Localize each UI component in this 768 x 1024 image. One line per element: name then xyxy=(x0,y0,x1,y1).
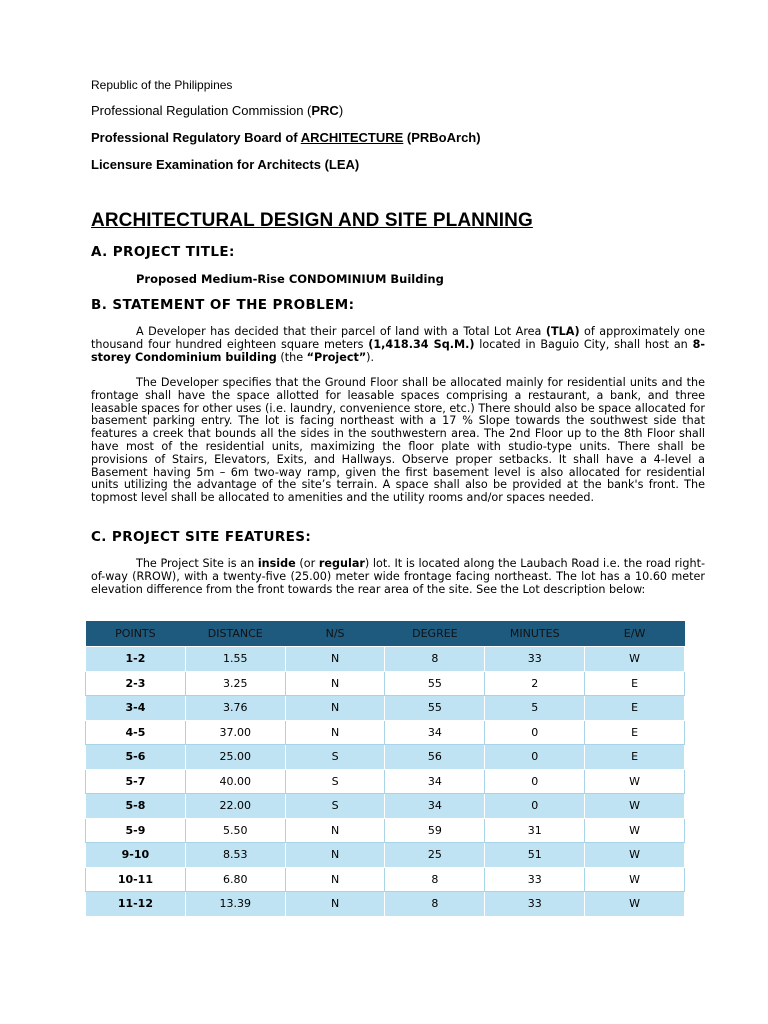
cell-points: 1-2 xyxy=(86,647,186,672)
cell-degree: 8 xyxy=(385,867,485,892)
cell-degree: 25 xyxy=(385,843,485,868)
cell-ns: N xyxy=(285,867,385,892)
table-header-row xyxy=(86,621,685,647)
cell-ew: W xyxy=(585,818,685,843)
cell-points: 5-7 xyxy=(86,769,186,794)
cell-points: 5-9 xyxy=(86,818,186,843)
cell-ew: W xyxy=(585,647,685,672)
table-row xyxy=(86,745,685,770)
cell-points: 10-11 xyxy=(86,867,186,892)
cell-degree: 8 xyxy=(385,647,485,672)
cell-ns: N xyxy=(285,843,385,868)
cell-points: 5-6 xyxy=(86,745,186,770)
cell-minutes: 33 xyxy=(485,867,585,892)
cell-points: 2-3 xyxy=(86,671,186,696)
header-lea: Licensure Examination for Architects (LEA) xyxy=(91,157,360,172)
cell-ew: W xyxy=(585,843,685,868)
table-row xyxy=(86,647,685,672)
header-ns: N/S xyxy=(285,621,385,647)
lot-description-table xyxy=(85,621,685,917)
cell-distance: 6.80 xyxy=(185,867,285,892)
site-paragraph: The Project Site is an inside (or regular) lot. It is located along the Laubach Road i.e. the road right-of-way (RROW), with a twenty-five (25.00) meter wide frontage facing northeast. The lot has a 10.60 meter elevation difference from the front towards the rear area of the site. See the Lot description below: xyxy=(91,557,706,596)
cell-minutes: 33 xyxy=(485,647,585,672)
cell-points: 4-5 xyxy=(86,720,186,745)
cell-degree: 55 xyxy=(385,671,485,696)
cell-distance: 40.00 xyxy=(185,769,285,794)
table-row xyxy=(86,696,685,721)
cell-ew: E xyxy=(585,720,685,745)
cell-ew: W xyxy=(585,892,685,917)
header-points: POINTS xyxy=(86,621,186,647)
cell-distance: 5.50 xyxy=(185,818,285,843)
cell-points: 3-4 xyxy=(86,696,186,721)
cell-ew: W xyxy=(585,794,685,819)
cell-ns: N xyxy=(285,892,385,917)
header-republic: Republic of the Philippines xyxy=(91,78,233,92)
cell-distance: 1.55 xyxy=(185,647,285,672)
cell-ns: N xyxy=(285,720,385,745)
cell-ns: S xyxy=(285,745,385,770)
cell-ew: E xyxy=(585,671,685,696)
cell-minutes: 0 xyxy=(485,745,585,770)
cell-distance: 3.25 xyxy=(185,671,285,696)
cell-ew: W xyxy=(585,867,685,892)
cell-minutes: 0 xyxy=(485,794,585,819)
cell-ns: S xyxy=(285,794,385,819)
cell-distance: 37.00 xyxy=(185,720,285,745)
cell-points: 5-8 xyxy=(86,794,186,819)
cell-ew: W xyxy=(585,769,685,794)
table-row xyxy=(86,794,685,819)
cell-ns: N xyxy=(285,671,385,696)
cell-degree: 55 xyxy=(385,696,485,721)
table-row xyxy=(86,720,685,745)
cell-distance: 22.00 xyxy=(185,794,285,819)
table-row xyxy=(86,671,685,696)
cell-minutes: 5 xyxy=(485,696,585,721)
header-prc: Professional Regulation Commission (PRC) xyxy=(91,103,344,118)
table-row xyxy=(86,843,685,868)
page-title: ARCHITECTURAL DESIGN AND SITE PLANNING xyxy=(91,210,533,231)
cell-degree: 8 xyxy=(385,892,485,917)
cell-distance: 13.39 xyxy=(185,892,285,917)
header-board: Professional Regulatory Board of ARCHITECTURE (PRBoArch) xyxy=(91,130,481,145)
problem-paragraph-1: A Developer has decided that their parcel of land with a Total Lot Area (TLA) of approximately one thousand four hundred eighteen square meters (1,418.34 Sq.M.) located in Baguio City, shall host an 8-storey Condominium building (the “Project”). xyxy=(91,325,705,364)
cell-ns: N xyxy=(285,647,385,672)
cell-ns: S xyxy=(285,769,385,794)
section-b-heading: B. STATEMENT OF THE PROBLEM: xyxy=(91,297,355,313)
table-row xyxy=(86,892,685,917)
cell-degree: 56 xyxy=(385,745,485,770)
section-c-heading: C. PROJECT SITE FEATURES: xyxy=(91,529,312,545)
header-ew: E/W xyxy=(585,621,685,647)
header-minutes: MINUTES xyxy=(485,621,585,647)
cell-distance: 3.76 xyxy=(185,696,285,721)
table-row xyxy=(86,769,685,794)
cell-minutes: 33 xyxy=(485,892,585,917)
cell-degree: 34 xyxy=(385,794,485,819)
table-row xyxy=(86,818,685,843)
cell-degree: 59 xyxy=(385,818,485,843)
cell-ew: E xyxy=(585,745,685,770)
section-a-heading: A. PROJECT TITLE: xyxy=(91,244,235,260)
cell-minutes: 2 xyxy=(485,671,585,696)
cell-degree: 34 xyxy=(385,720,485,745)
cell-ns: N xyxy=(285,696,385,721)
problem-paragraph-2: The Developer specifies that the Ground Floor shall be allocated mainly for residential units and the frontage shall have the space allotted for leasable spaces comprising a restaurant, a bank, and three leasable spaces for other uses (i.e. laundry, convenience store, etc.) There should also be space allocated for basement parking entry. The lot is facing northeast with a 17 % Slope towards the southwest side that features a creek that bounds all the sides in the southwestern area. The 2nd Floor up to the 8th Floor shall have most of the residential units, maximizing the floor plate with studio-type units. There shall be provisions of Stairs, Elevators, Exits, and Hallways. Observe proper setbacks. It shall have a 4-level a Basement having 5m – 6m two-way ramp, given the first basement level is also allocated for residential units utilizing the advantage of the site’s terrain. A space shall also be provided at the bank's front. The topmost level shall be allocated to amenities and the utility rooms and/or spaces needed. xyxy=(91,376,705,505)
cell-points: 11-12 xyxy=(86,892,186,917)
cell-ew: E xyxy=(585,696,685,721)
cell-ns: N xyxy=(285,818,385,843)
cell-minutes: 0 xyxy=(485,720,585,745)
cell-distance: 8.53 xyxy=(185,843,285,868)
cell-minutes: 31 xyxy=(485,818,585,843)
cell-minutes: 0 xyxy=(485,769,585,794)
cell-minutes: 51 xyxy=(485,843,585,868)
project-title: Proposed Medium-Rise CONDOMINIUM Building xyxy=(136,272,444,286)
header-degree: DEGREE xyxy=(385,621,485,647)
header-distance: DISTANCE xyxy=(185,621,285,647)
table-row xyxy=(86,867,685,892)
cell-degree: 34 xyxy=(385,769,485,794)
cell-distance: 25.00 xyxy=(185,745,285,770)
cell-points: 9-10 xyxy=(86,843,186,868)
